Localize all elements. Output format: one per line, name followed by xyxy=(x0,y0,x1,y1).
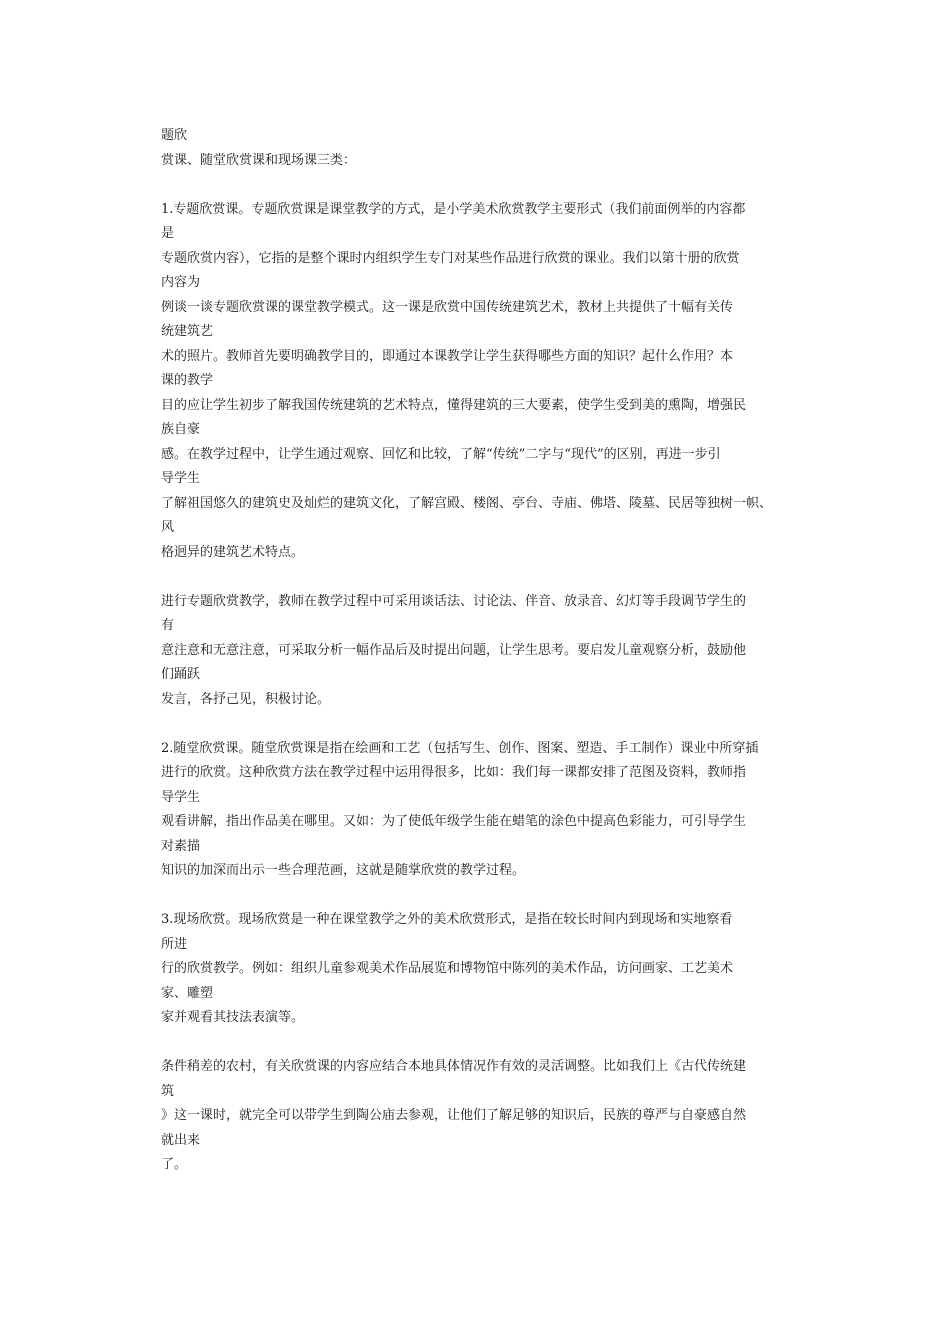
text-line: 家并观看其技法表演等。 xyxy=(161,1010,305,1025)
text-line: 格迥异的建筑艺术特点。 xyxy=(161,544,305,560)
paragraph-onsite-appreciation xyxy=(161,908,793,1031)
text-line: 3.现场欣赏。现场欣赏是一种在课堂教学之外的美术欣赏形式，是指在较长时间内到现场和实地察看 xyxy=(161,912,733,927)
text-line: 发言，各抒己见，积极讨论。 xyxy=(161,691,331,707)
text-line: 知识的加深而出示一些合理范画，这就是随掌欣赏的教学过程。 xyxy=(161,863,526,878)
paragraph-gap xyxy=(161,1031,793,1056)
text-line: 就出来 xyxy=(161,1132,201,1148)
text-line: 筑 xyxy=(161,1083,175,1099)
paragraph-gap xyxy=(161,173,793,198)
text-line: 条件稍差的农村，有关欣赏课的内容应结合本地具体情况作有效的灵活调整。比如我们上《古代传统建 xyxy=(161,1059,747,1074)
text-line: 族自豪 xyxy=(161,422,201,437)
text-line: 行的欣赏教学。例如：组织儿童参观美术作品展览和博物馆中陈列的美术作品，访问画家、工艺美术 xyxy=(161,961,734,976)
text-line: 内容为 xyxy=(161,275,201,290)
text-line: 专题欣赏内容），它指的是整个课时内组织学生专门对某些作品进行欣赏的课业。我们以第十册的欣赏 xyxy=(161,250,740,266)
paragraph-topic-appreciation xyxy=(161,198,793,566)
paragraph-gap xyxy=(161,565,793,590)
text-line: 题欣 xyxy=(161,128,188,143)
text-line: 进行的欣赏。这种欣赏方法在教学过程中运用得很多，比如：我们每一课都安排了范图及资料，教师指 xyxy=(161,765,747,780)
text-line: 们踊跃 xyxy=(161,667,201,682)
text-line: 》这一课时，就完全可以带学生到陶公庙去参观，让他们了解足够的知识后，民族的尊严与自豪感自然 xyxy=(161,1108,747,1123)
text-line: 2.随堂欣赏课。随堂欣赏课是指在绘画和工艺（包括写生、创作、图案、塑造、手工制作）课业中所穿插 xyxy=(161,740,759,756)
text-line: 了。 xyxy=(161,1157,188,1172)
text-line: 所进 xyxy=(161,936,188,952)
paragraph-gap xyxy=(161,712,793,737)
text-line: 意注意和无意注意，可采取分析一幅作品后及时提出问题，让学生思考。要启发儿童观察分析，鼓励他 xyxy=(161,642,747,658)
paragraph-intro xyxy=(161,124,793,173)
document-page xyxy=(161,124,793,1178)
text-line: 1.专题欣赏课。专题欣赏课是课堂教学的方式，是小学美术欣赏教学主要形式（我们前面例举的内容都 xyxy=(161,201,746,217)
text-line: 观看讲解，指出作品美在哪里。又如：为了使低年级学生能在蜡笔的涂色中提高色彩能力，可引导学生 xyxy=(161,814,747,829)
paragraph-in-class-appreciation xyxy=(161,737,793,884)
text-line: 感。在教学过程中，让学生通过观察、回忆和比较，了解“传统”二字与“现代”的区别，再进一步引 xyxy=(161,446,721,462)
text-line: 了解祖国悠久的建筑史及灿烂的建筑文化，了解宫殿、楼阁、亭台、寺庙、佛塔、陵墓、民居等独树一帜、 xyxy=(161,495,773,511)
text-line: 风 xyxy=(161,520,175,535)
text-line: 赏课、随堂欣赏课和现场课三类： xyxy=(161,152,357,168)
text-line: 术的照片。教师首先要明确教学目的，即通过本课教学让学生获得哪些方面的知识？起什么作用？本 xyxy=(161,348,734,364)
paragraph-gap xyxy=(161,884,793,909)
text-line: 例谈一谈专题欣赏课的课堂教学模式。这一课是欣赏中国传统建筑艺术，教材上共提供了十幅有关传 xyxy=(161,299,734,315)
text-line: 有 xyxy=(161,618,175,633)
text-line: 统建筑艺 xyxy=(161,324,214,339)
text-line: 是 xyxy=(161,226,175,241)
text-line: 课的教学 xyxy=(161,373,214,388)
text-line: 导学生 xyxy=(161,471,201,486)
text-line: 家、雕塑 xyxy=(161,985,214,1001)
text-line: 对素描 xyxy=(161,838,201,854)
paragraph-teaching-methods xyxy=(161,590,793,713)
text-line: 导学生 xyxy=(161,789,201,805)
text-line: 目的应让学生初步了解我国传统建筑的艺术特点，懂得建筑的三大要素，使学生受到美的熏陶，增强民 xyxy=(161,397,747,413)
paragraph-rural-adjustment xyxy=(161,1055,793,1178)
text-line: 进行专题欣赏教学，教师在教学过程中可采用谈话法、讨论法、伴音、放录音、幻灯等手段调节学生的 xyxy=(161,593,747,609)
